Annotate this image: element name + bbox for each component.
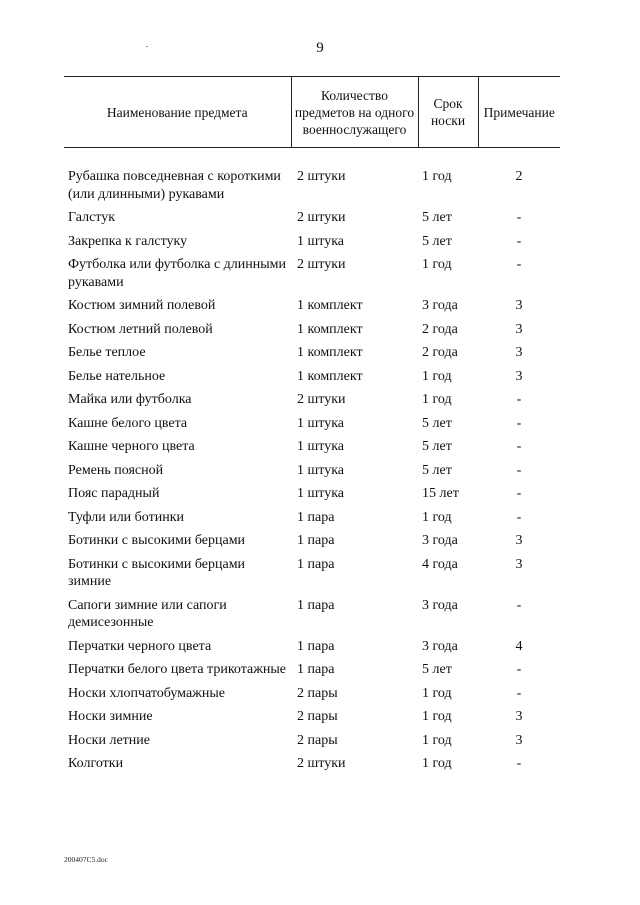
table-row xyxy=(64,529,560,553)
item-name-cell: Ремень поясной xyxy=(68,462,164,478)
item-name-cell: Носки зимние xyxy=(68,709,153,724)
wear-term-cell: 1 год xyxy=(422,257,452,272)
table-row xyxy=(64,230,560,254)
note-cell: - xyxy=(516,597,522,613)
table-body xyxy=(64,148,560,776)
note-cell: 3 xyxy=(515,732,523,748)
wear-term-cell: 5 лет xyxy=(422,439,452,454)
item-name-cell: Рубашка повседневная с короткими (или длинными) рукавами xyxy=(68,169,281,202)
quantity-cell: 1 пара xyxy=(297,638,335,654)
item-name-cell: Кашне черного цвета xyxy=(68,439,195,454)
note-cell: - xyxy=(516,257,522,272)
note-cell: - xyxy=(516,756,522,771)
table-row xyxy=(64,412,560,436)
table-row xyxy=(64,365,560,389)
quantity-cell: 1 пара xyxy=(297,509,335,525)
table-row xyxy=(64,294,560,318)
header-item-name: Наименование предмета xyxy=(64,77,291,148)
quantity-cell: 1 комплект xyxy=(297,298,363,313)
wear-term-cell: 15 лет xyxy=(422,486,459,501)
note-cell: - xyxy=(516,462,522,478)
item-name-cell: Белье нательное xyxy=(68,368,166,384)
item-name-cell: Носки летние xyxy=(68,732,150,748)
item-name-cell: Пояс парадный xyxy=(68,486,160,501)
quantity-cell: 1 пара xyxy=(297,597,335,613)
wear-term-cell: 1 год xyxy=(422,732,452,748)
quantity-cell: 2 пары xyxy=(297,732,338,748)
wear-term-cell: 1 год xyxy=(422,368,452,384)
quantity-cell: 1 комплект xyxy=(297,321,363,337)
item-name-cell: Закрепка к галстуку xyxy=(68,233,188,249)
page-number: 9 xyxy=(316,40,324,56)
wear-term-cell: 4 года xyxy=(422,556,458,572)
wear-term-cell: 1 год xyxy=(422,169,452,184)
item-name-cell: Колготки xyxy=(68,756,124,771)
quantity-cell: 2 штуки xyxy=(297,392,346,407)
quantity-cell: 1 штука xyxy=(297,462,345,478)
quantity-cell: 1 комплект xyxy=(297,368,363,384)
wear-term-cell: 5 лет xyxy=(422,462,452,478)
wear-term-cell: 5 лет xyxy=(422,233,452,249)
item-name-cell: Туфли или ботинки xyxy=(68,509,185,525)
note-cell: - xyxy=(516,439,522,454)
wear-term-cell: 5 лет xyxy=(422,415,452,431)
wear-term-cell: 5 лет xyxy=(422,662,452,677)
table-row xyxy=(64,341,560,365)
table-row xyxy=(64,506,560,530)
quantity-cell: 2 штуки xyxy=(297,257,346,272)
note-cell: - xyxy=(516,685,522,701)
note-cell: 3 xyxy=(515,709,523,724)
item-name-cell: Костюм летний полевой xyxy=(68,321,213,337)
item-name-cell: Костюм зимний полевой xyxy=(68,298,216,313)
uniform-items-table-container xyxy=(64,76,560,776)
table-row xyxy=(64,635,560,659)
wear-term-cell: 1 год xyxy=(422,392,452,407)
item-name-cell: Белье теплое xyxy=(68,345,146,360)
wear-term-cell: 2 года xyxy=(422,345,458,360)
quantity-cell: 2 штуки xyxy=(297,210,346,225)
item-name-cell: Перчатки черного цвета xyxy=(68,638,212,654)
note-cell: 3 xyxy=(515,345,523,360)
header-wear-term: Срок носки xyxy=(418,77,478,148)
note-cell: - xyxy=(516,486,522,501)
table-row xyxy=(64,752,560,776)
item-name-cell: Футболка или футболка с длинными рукавами xyxy=(68,257,287,290)
item-name-cell: Майка или футболка xyxy=(68,392,192,407)
quantity-cell: 1 штука xyxy=(297,233,345,249)
note-cell: 2 xyxy=(515,169,523,184)
note-cell: 3 xyxy=(515,556,523,572)
wear-term-cell: 1 год xyxy=(422,509,452,525)
quantity-cell: 2 штуки xyxy=(297,169,346,184)
note-cell: - xyxy=(516,415,522,431)
note-cell: - xyxy=(516,509,522,525)
table-row xyxy=(64,658,560,682)
wear-term-cell: 2 года xyxy=(422,321,458,337)
table-row xyxy=(64,594,560,635)
table-row xyxy=(64,206,560,230)
table-row xyxy=(64,148,560,207)
quantity-cell: 2 пары xyxy=(297,709,338,724)
table-row xyxy=(64,318,560,342)
quantity-cell: 1 пара xyxy=(297,533,335,548)
note-cell: - xyxy=(516,210,522,225)
quantity-cell: 1 штука xyxy=(297,439,345,454)
table-row xyxy=(64,729,560,753)
table-row xyxy=(64,553,560,594)
table-row xyxy=(64,253,560,294)
item-name-cell: Носки хлопчатобумажные xyxy=(68,685,225,701)
item-name-cell: Сапоги зимние или сапоги демисезонные xyxy=(68,597,227,630)
wear-term-cell: 3 года xyxy=(422,638,458,654)
header-note: Примечание xyxy=(478,77,560,148)
wear-term-cell: 3 года xyxy=(422,597,458,613)
item-name-cell: Ботинки с высокими берцами xyxy=(68,533,246,548)
wear-term-cell: 5 лет xyxy=(422,210,452,225)
note-cell: - xyxy=(516,662,522,677)
item-name-cell: Перчатки белого цвета трикотажные xyxy=(68,662,287,677)
table-row xyxy=(64,682,560,706)
wear-term-cell: 3 года xyxy=(422,533,458,548)
note-cell: - xyxy=(516,233,522,249)
note-cell: 3 xyxy=(515,368,523,384)
wear-term-cell: 1 год xyxy=(422,685,452,701)
header-quantity: Количество предметов на одного военнослужащего xyxy=(291,77,418,148)
uniform-items-table xyxy=(64,76,560,776)
quantity-cell: 1 штука xyxy=(297,486,345,501)
table-row xyxy=(64,705,560,729)
table-row xyxy=(64,482,560,506)
note-cell: 4 xyxy=(515,638,523,654)
footer-file-name: 200407C5.doc xyxy=(64,855,108,864)
table-row xyxy=(64,435,560,459)
quantity-cell: 2 штуки xyxy=(297,756,346,771)
quantity-cell: 2 пары xyxy=(297,685,338,701)
quantity-cell: 1 пара xyxy=(297,556,335,572)
quantity-cell: 1 штука xyxy=(297,415,345,431)
table-row xyxy=(64,459,560,483)
wear-term-cell: 1 год xyxy=(422,756,452,771)
item-name-cell: Ботинки с высокими берцами зимние xyxy=(68,556,246,589)
note-cell: 3 xyxy=(515,533,523,548)
item-name-cell: Галстук xyxy=(68,210,116,225)
table-header-row xyxy=(64,77,560,148)
wear-term-cell: 3 года xyxy=(422,298,458,313)
table-row xyxy=(64,388,560,412)
note-cell: - xyxy=(516,392,522,407)
quantity-cell: 1 пара xyxy=(297,662,335,677)
quantity-cell: 1 комплект xyxy=(297,345,363,360)
note-cell: 3 xyxy=(515,298,523,313)
note-cell: 3 xyxy=(515,321,523,337)
wear-term-cell: 1 год xyxy=(422,709,452,724)
item-name-cell: Кашне белого цвета xyxy=(68,415,188,431)
